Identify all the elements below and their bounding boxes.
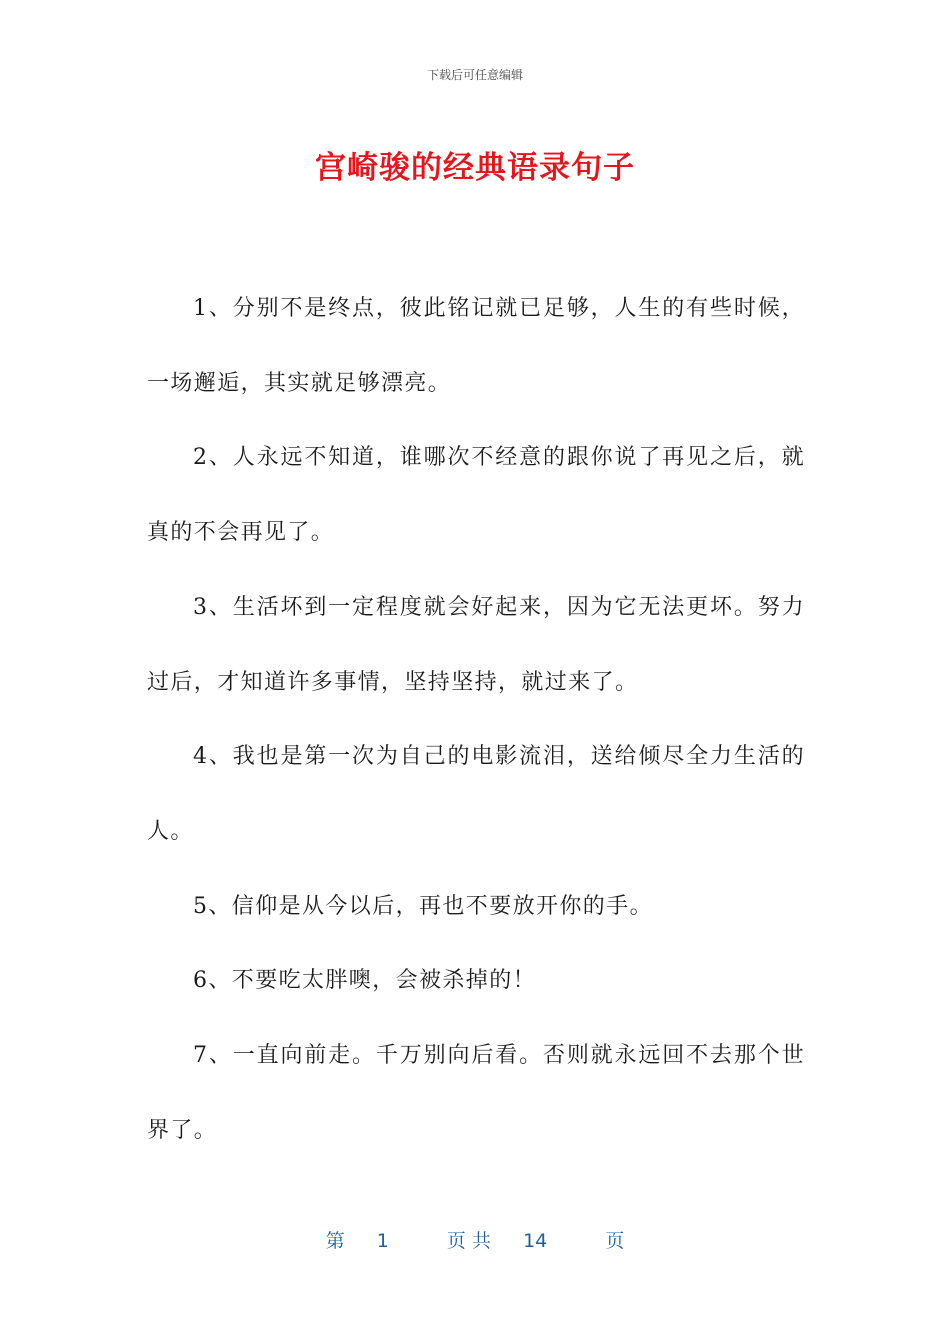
footer-current-page: 1 <box>376 1230 389 1252</box>
quote-paragraph-6: 6、不要吃太胖噢，会被杀掉的！ <box>193 968 536 994</box>
quote-paragraph-7: 7、一直向前走。千万别向后看。否则就永远回不去那个世界了。 <box>147 1043 805 1143</box>
quote-paragraph-1: 1、分别不是终点，彼此铭记就已足够，人生的有些时候，一场邂逅，其实就足够漂亮。 <box>147 296 805 396</box>
quote-paragraph-4: 4、我也是第一次为自己的电影流泪，送给倾尽全力生活的人。 <box>147 744 805 844</box>
footer-middle: 页 共 <box>446 1230 491 1252</box>
document-title: 宫崎骏的经典语录句子 <box>315 150 635 186</box>
footer-total-pages: 14 <box>523 1230 548 1252</box>
quote-paragraph-2: 2、人永远不知道，谁哪次不经意的跟你说了再见之后，就真的不会再见了。 <box>147 445 805 546</box>
quote-paragraph-5: 5、信仰是从今以后，再也不要放开你的手。 <box>193 893 653 919</box>
footer-suffix: 页 <box>605 1230 625 1252</box>
footer-prefix: 第 <box>325 1230 345 1252</box>
page-footer <box>0 1226 950 1253</box>
document-body <box>147 272 805 1168</box>
header-note: 下载后可任意编辑 <box>426 68 523 82</box>
quote-paragraph-3: 3、生活坏到一定程度就会好起来，因为它无法更坏。努力过后，才知道许多事情，坚持坚持，就过来了。 <box>147 594 805 695</box>
